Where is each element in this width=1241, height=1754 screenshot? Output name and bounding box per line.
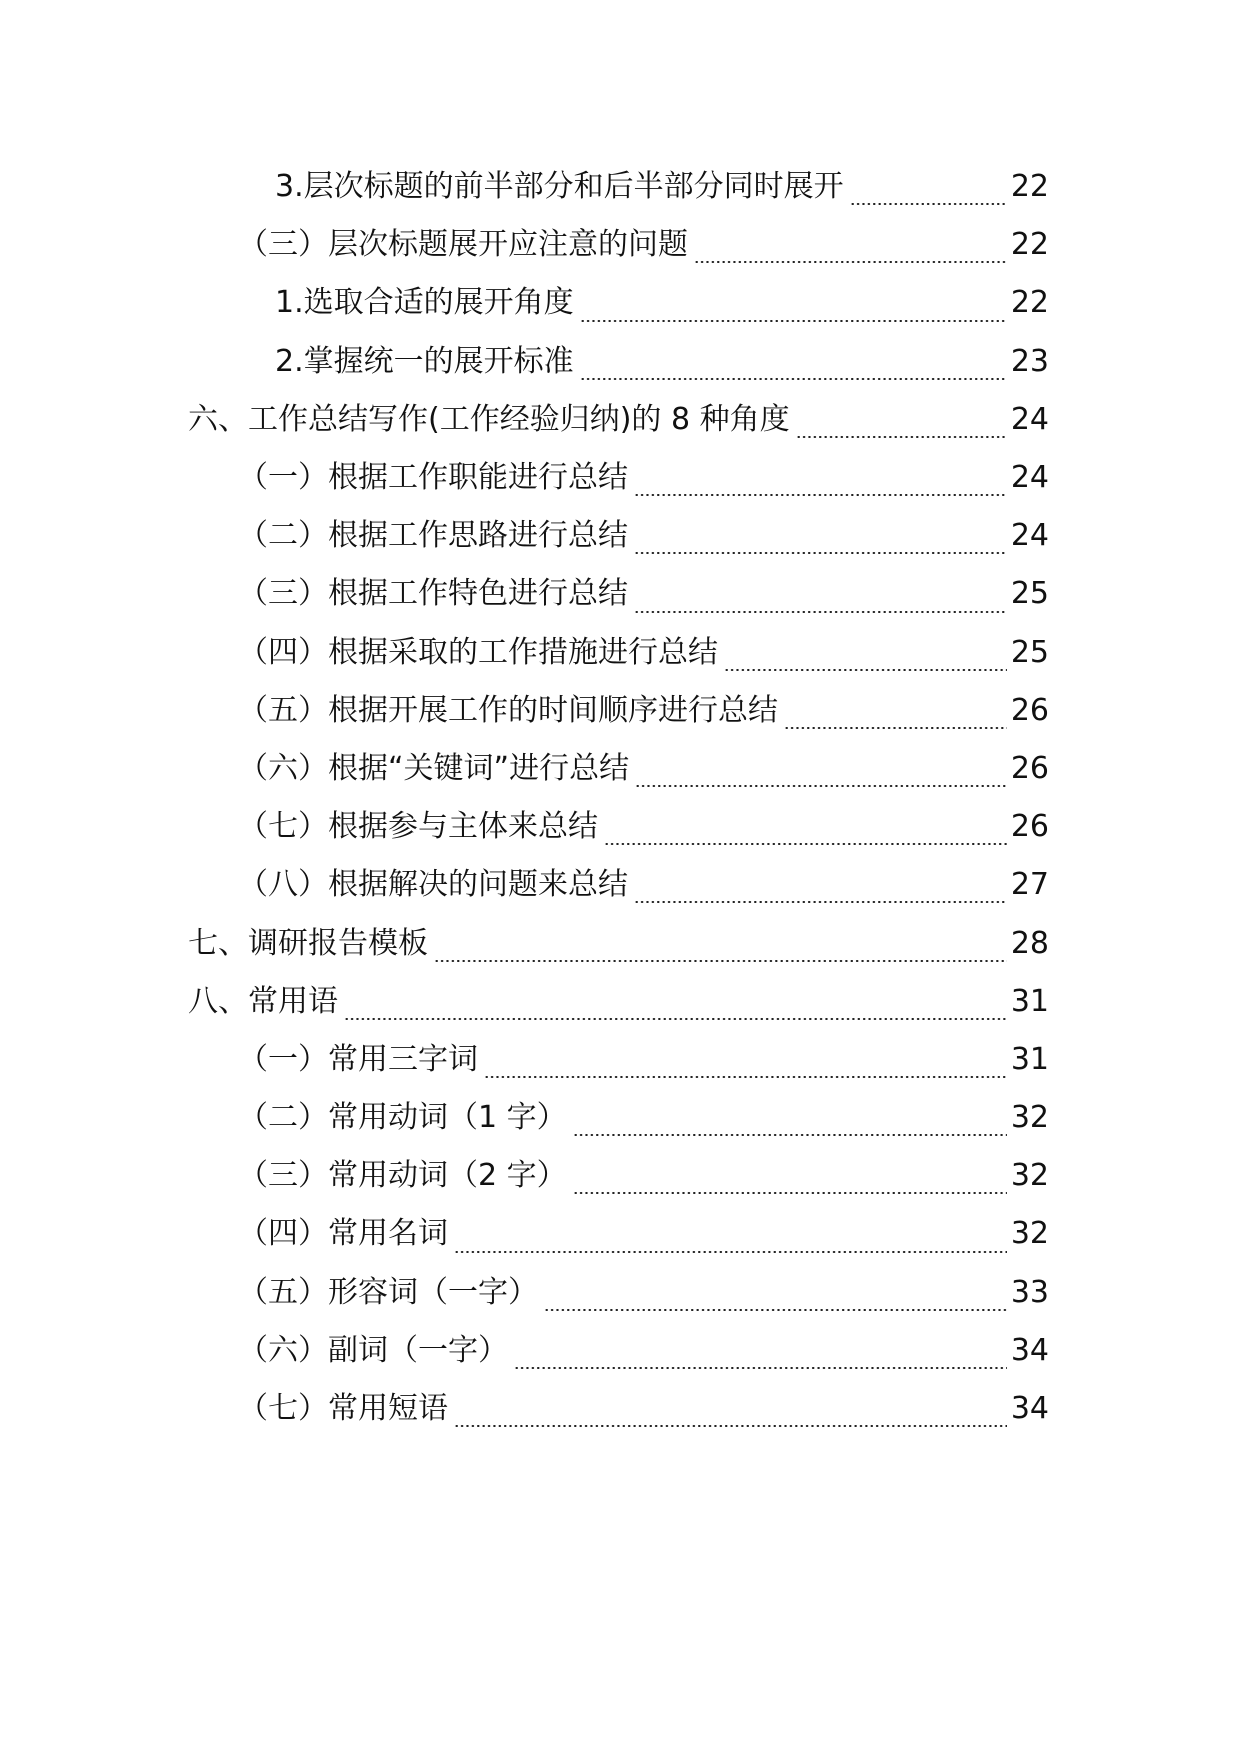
toc-entry-title: （四）根据采取的工作措施进行总结 [238, 634, 718, 670]
toc-entry[interactable] [0, 624, 1241, 682]
toc-entry[interactable] [0, 914, 1241, 972]
toc-entry[interactable] [0, 507, 1241, 565]
toc-entry-page-number: 28 [1010, 925, 1049, 961]
dot-leader [850, 203, 1007, 205]
toc-entry[interactable] [0, 1147, 1241, 1205]
toc-entry[interactable] [0, 274, 1241, 332]
toc-entry-title: （三）常用动词（2 字） [238, 1158, 567, 1194]
toc-entry-title: （一）根据工作职能进行总结 [238, 460, 628, 496]
dot-leader [580, 320, 1007, 322]
toc-entry-title: （七）根据参与主体来总结 [238, 809, 598, 845]
toc-entry-page-number: 23 [1010, 343, 1049, 379]
dot-leader [796, 436, 1007, 438]
toc-entry[interactable] [0, 973, 1241, 1031]
toc-entry-title: 七、调研报告模板 [188, 925, 428, 961]
toc-entry-page-number: 33 [1010, 1274, 1049, 1310]
toc-entry-page-number: 32 [1010, 1216, 1049, 1252]
dot-leader [454, 1251, 1007, 1253]
toc-entry[interactable] [0, 565, 1241, 623]
toc-entry-page-number: 22 [1010, 285, 1049, 321]
toc-entry[interactable] [0, 449, 1241, 507]
toc-entry[interactable] [0, 333, 1241, 391]
toc-entry-title: （八）根据解决的问题来总结 [238, 867, 628, 903]
toc-entry-title: （六）副词（一字） [238, 1332, 508, 1368]
toc-entry-title: 八、常用语 [188, 983, 338, 1019]
table-of-contents [0, 158, 1241, 1438]
toc-entry-page-number: 26 [1010, 692, 1049, 728]
toc-entry-page-number: 22 [1010, 169, 1049, 205]
toc-entry-page-number: 27 [1010, 867, 1049, 903]
dot-leader [634, 611, 1007, 613]
toc-entry-page-number: 32 [1010, 1158, 1049, 1194]
dot-leader [634, 494, 1007, 496]
dot-leader [544, 1309, 1007, 1311]
toc-entry[interactable] [0, 1205, 1241, 1263]
toc-entry-page-number: 31 [1010, 983, 1049, 1019]
dot-leader [573, 1134, 1007, 1136]
dot-leader [634, 552, 1007, 554]
toc-entry-page-number: 24 [1010, 518, 1049, 554]
toc-entry-title: （五）形容词（一字） [238, 1274, 538, 1310]
toc-entry-page-number: 22 [1010, 227, 1049, 263]
toc-entry-title: 3.层次标题的前半部分和后半部分同时展开 [275, 169, 844, 205]
toc-entry-page-number: 34 [1010, 1332, 1049, 1368]
toc-entry-title: （四）常用名词 [238, 1216, 448, 1252]
dot-leader [635, 785, 1007, 787]
toc-entry-page-number: 31 [1010, 1041, 1049, 1077]
toc-entry-title: （五）根据开展工作的时间顺序进行总结 [238, 692, 778, 728]
toc-entry-title: （六）根据“关键词”进行总结 [238, 750, 630, 786]
toc-entry[interactable] [0, 856, 1241, 914]
toc-entry[interactable] [0, 391, 1241, 449]
toc-entry-title: （七）常用短语 [238, 1391, 448, 1427]
toc-entry-page-number: 24 [1010, 460, 1049, 496]
toc-entry-page-number: 25 [1010, 576, 1049, 612]
toc-entry-title: （三）层次标题展开应注意的问题 [238, 227, 688, 263]
dot-leader [454, 1425, 1007, 1427]
toc-entry[interactable] [0, 1031, 1241, 1089]
toc-entry-page-number: 34 [1010, 1391, 1049, 1427]
dot-leader [694, 261, 1007, 263]
toc-entry-title: 1.选取合适的展开角度 [275, 285, 574, 321]
toc-entry[interactable] [0, 1322, 1241, 1380]
toc-entry[interactable] [0, 216, 1241, 274]
dot-leader [573, 1192, 1007, 1194]
dot-leader [484, 1076, 1007, 1078]
toc-entry[interactable] [0, 1089, 1241, 1147]
dot-leader [604, 843, 1007, 845]
dot-leader [724, 669, 1007, 671]
toc-entry-page-number: 26 [1010, 809, 1049, 845]
toc-entry[interactable] [0, 798, 1241, 856]
toc-entry-page-number: 25 [1010, 634, 1049, 670]
dot-leader [434, 960, 1007, 962]
toc-entry[interactable] [0, 1380, 1241, 1438]
toc-entry-title: 六、工作总结写作(工作经验归纳)的 8 种角度 [188, 401, 790, 437]
toc-entry-title: （二）常用动词（1 字） [238, 1100, 567, 1136]
dot-leader [514, 1367, 1007, 1369]
toc-entry[interactable] [0, 682, 1241, 740]
toc-entry[interactable] [0, 1264, 1241, 1322]
toc-entry[interactable] [0, 740, 1241, 798]
toc-entry-page-number: 26 [1010, 750, 1049, 786]
toc-entry-title: 2.掌握统一的展开标准 [275, 343, 574, 379]
toc-entry[interactable] [0, 158, 1241, 216]
toc-entry-title: （三）根据工作特色进行总结 [238, 576, 628, 612]
toc-entry-title: （二）根据工作思路进行总结 [238, 518, 628, 554]
dot-leader [580, 378, 1007, 380]
dot-leader [634, 901, 1007, 903]
dot-leader [344, 1018, 1007, 1020]
dot-leader [784, 727, 1007, 729]
toc-entry-page-number: 24 [1010, 401, 1049, 437]
toc-entry-title: （一）常用三字词 [238, 1041, 478, 1077]
toc-entry-page-number: 32 [1010, 1100, 1049, 1136]
